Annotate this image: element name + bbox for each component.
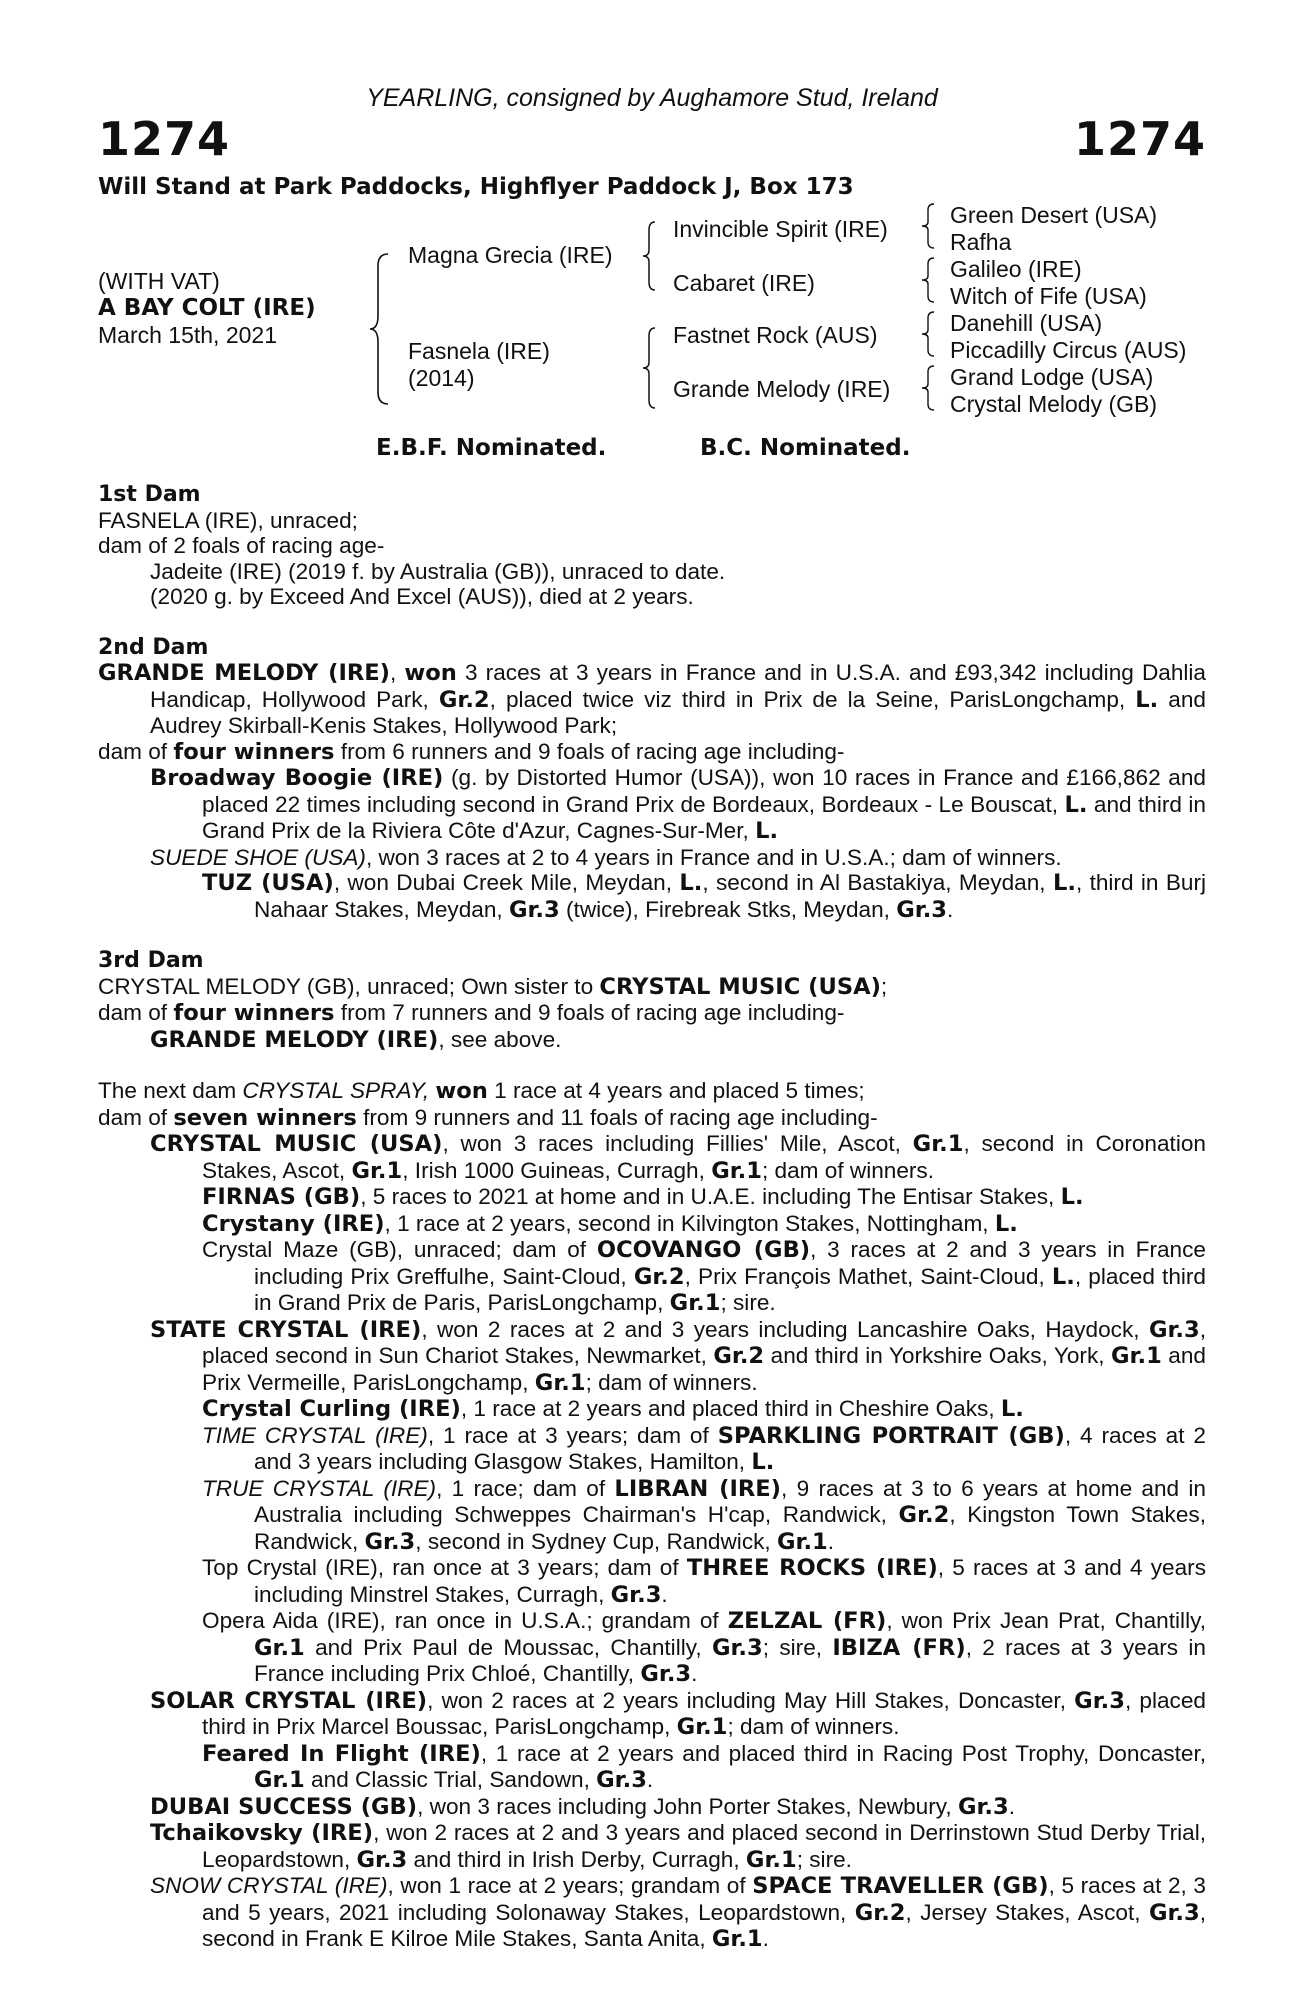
solar-crystal-entry: SOLAR CRYSTAL (IRE), won 2 races at 2 years including May Hill Stakes, Doncaster, Gr.3, placed third in Prix Marcel Boussac, ParisLongchamp, Gr.1; dam of winners. xyxy=(150,1687,1206,1740)
horse-name: A BAY COLT (IRE) xyxy=(98,295,316,321)
first-dam-line: FASNELA (IRE), unraced; xyxy=(98,507,358,533)
crystany-entry: Crystany (IRE), 1 race at 2 years, second in Kilvington Stakes, Nottingham, L. xyxy=(202,1210,1018,1237)
first-dam-heading: 1st Dam xyxy=(98,482,201,507)
catalogue-page xyxy=(98,0,1206,2000)
brace-g2 xyxy=(920,256,936,304)
ebf-nominated: E.B.F. Nominated. xyxy=(376,435,607,461)
horse-name: Broadway Boogie (IRE) xyxy=(150,765,444,791)
grade-label: Gr.2 xyxy=(438,686,490,713)
catalogue-body xyxy=(98,482,1206,1978)
opera-aida-entry: Opera Aida (IRE), ran once in U.S.A.; grandam of ZELZAL (FR), won Prix Jean Prat, Chantilly, Gr.1 and Prix Paul de Moussac, Chantilly, Gr.3; sire, IBIZA (FR), 2 races at 3 years in France including Prix Chloé, Chantilly, Gr.3. xyxy=(202,1608,1206,1687)
tuz-entry: TUZ (USA), won Dubai Creek Mile, Meydan, L., second in Al Bastakiya, Meydan, L., third in Burj Nahaar Stakes, Meydan, Gr.3 (twice), Firebreak Stks, Meydan, Gr.3. xyxy=(202,870,1206,923)
crystal-maze-entry: Crystal Maze (GB), unraced; dam of OCOVANGO (GB), 3 races at 2 and 3 years in France including Prix Greffulhe, Saint-Cloud, Gr.2, Prix François Mathet, Saint-Cloud, L., placed third in Grand Prix de Paris, ParisLongchamp, Gr.1; sire. xyxy=(202,1237,1206,1316)
horse-name: TUZ (USA) xyxy=(202,870,334,896)
feared-in-flight-entry: Feared In Flight (IRE), 1 race at 2 years and placed third in Racing Post Trophy, Doncaster, Gr.1 and Classic Trial, Sandown, Gr.3. xyxy=(202,1740,1206,1793)
grande-melody-entry: GRANDE MELODY (IRE), won 3 races at 3 years in France and in U.S.A. and £93,342 including Dahlia Handicap, Hollywood Park, Gr.2, placed twice viz third in Prix de la Seine, ParisLongchamp, L. and Audrey Skirball-Kenis Stakes, Hollywood Park; xyxy=(98,660,1206,738)
first-dam-foals: dam of 2 foals of racing age- xyxy=(98,533,385,558)
true-crystal-entry: TRUE CRYSTAL (IRE), 1 race; dam of LIBRAN (IRE), 9 races at 3 to 6 years at home and in Australia including Schweppes Chairman's H'cap, Randwick, Gr.2, Kingston Town Stakes, Randwick, Gr.3, second in Sydney Cup, Randwick, Gr.1. xyxy=(202,1475,1207,1555)
pedigree-g7: Grand Lodge (USA) xyxy=(950,364,1154,390)
brace-horse xyxy=(368,252,390,406)
pedigree-sire: Magna Grecia (IRE) xyxy=(408,242,613,268)
foaling-date: March 15th, 2021 xyxy=(98,322,278,348)
won-label: won xyxy=(404,660,457,686)
pedigree-sire-sire: Invincible Spirit (IRE) xyxy=(673,216,888,242)
fourth-dam-intro: The next dam CRYSTAL SPRAY, won 1 race at 4 years and placed 5 times; xyxy=(98,1078,865,1104)
horse-name: GRANDE MELODY (IRE) xyxy=(98,660,391,686)
pedigree-dam-sire: Fastnet Rock (AUS) xyxy=(673,322,878,348)
third-dam-line: CRYSTAL MELODY (GB), unraced; Own sister to CRYSTAL MUSIC (USA); xyxy=(98,973,888,1000)
fourth-dam-produce-summary: dam of seven winners from 9 runners and 11 foals of racing age including- xyxy=(98,1104,878,1131)
firnas-entry: FIRNAS (GB), 5 races to 2021 at home and in U.A.E. including The Entisar Stakes, L. xyxy=(202,1184,1084,1210)
second-dam-produce-summary: dam of four winners from 6 runners and 9 foals of racing age including- xyxy=(98,738,845,765)
time-crystal-entry: TIME CRYSTAL (IRE), 1 race at 3 years; dam of SPARKLING PORTRAIT (GB), 4 races at 2 and 3 years including Glasgow Stakes, Hamilton, L. xyxy=(202,1422,1206,1475)
pedigree-dam: Fasnela (IRE) xyxy=(408,338,550,364)
consignment-line: YEARLING, consigned by Aughamore Stud, Ireland xyxy=(366,84,938,112)
listed-label: L. xyxy=(1135,686,1159,713)
first-dam-produce: Jadeite (IRE) (2019 f. by Australia (GB)), unraced to date. xyxy=(150,558,726,584)
pedigree-g1: Green Desert (USA) xyxy=(950,202,1158,228)
stand-location: Will Stand at Park Paddocks, Highflyer Paddock J, Box 173 xyxy=(98,174,854,200)
crystal-curling-entry: Crystal Curling (IRE), 1 race at 2 years and placed third in Cheshire Oaks, L. xyxy=(202,1396,1024,1422)
brace-g3 xyxy=(920,310,936,358)
pedigree-g3: Galileo (IRE) xyxy=(950,256,1082,282)
third-dam-heading: 3rd Dam xyxy=(98,948,204,973)
brace-sire xyxy=(641,220,657,292)
pedigree-table xyxy=(98,198,1206,458)
pedigree-sire-dam: Cabaret (IRE) xyxy=(673,270,815,296)
pedigree-dam-dam: Grande Melody (IRE) xyxy=(673,376,891,402)
third-dam-produce: GRANDE MELODY (IRE), see above. xyxy=(150,1026,562,1053)
pedigree-g4: Witch of Fife (USA) xyxy=(950,283,1147,309)
brace-g4 xyxy=(920,364,936,412)
tchaikovsky-entry: Tchaikovsky (IRE), won 2 races at 2 and 3 years and placed second in Derrinstown Stud Derby Trial, Leopardstown, Gr.3 and third in Irish Derby, Curragh, Gr.1; sire. xyxy=(150,1820,1206,1873)
horse-name: SUEDE SHOE (USA) xyxy=(150,844,366,870)
second-dam-heading: 2nd Dam xyxy=(98,634,209,660)
pedigree-g2: Rafha xyxy=(950,229,1012,255)
top-crystal-entry: Top Crystal (IRE), ran once at 3 years; dam of THREE ROCKS (IRE), 5 races at 3 and 4 years including Minstrel Stakes, Curragh, Gr.3. xyxy=(202,1555,1206,1608)
third-dam-produce-summary: dam of four winners from 7 runners and 9 foals of racing age including- xyxy=(98,1000,845,1026)
pedigree-g6: Piccadilly Circus (AUS) xyxy=(950,337,1187,363)
fourth-dam-section xyxy=(98,1078,1206,1953)
bc-nominated: B.C. Nominated. xyxy=(700,435,911,461)
first-dam-section xyxy=(98,482,1206,610)
crystal-music-entry: CRYSTAL MUSIC (USA), won 3 races including Fillies' Mile, Ascot, Gr.1, second in Coronation Stakes, Ascot, Gr.1, Irish 1000 Guineas, Curragh, Gr.1; dam of winners. xyxy=(150,1131,1206,1184)
suede-shoe-entry: SUEDE SHOE (USA), won 3 races at 2 to 4 years in France and in U.S.A.; dam of winners. xyxy=(150,844,1062,870)
broadway-boogie-entry: Broadway Boogie (IRE) (g. by Distorted Humor (USA)), won 10 races in France and £166,862 and placed 22 times including second in Grand Prix de Bordeaux, Bordeaux - Le Bouscat, L. and third in Grand Prix de la Riviera Côte d'Azur, Cagnes-Sur-Mer, L. xyxy=(150,765,1207,844)
dubai-success-entry: DUBAI SUCCESS (GB), won 3 races including John Porter Stakes, Newbury, Gr.3. xyxy=(150,1793,1016,1820)
first-dam-produce: (2020 g. by Exceed And Excel (AUS)), died at 2 years. xyxy=(150,584,694,609)
pedigree-g8: Crystal Melody (GB) xyxy=(950,391,1158,417)
vat-label: (WITH VAT) xyxy=(98,268,220,294)
pedigree-dam-year: (2014) xyxy=(408,365,475,391)
snow-crystal-entry: SNOW CRYSTAL (IRE), won 1 race at 2 years; grandam of SPACE TRAVELLER (GB), 5 races at 2, 3 and 5 years, 2021 including Solonaway Stakes, Leopardstown, Gr.2, Jersey Stakes, Ascot, Gr.3, second in Frank E Kilroe Mile Stakes, Santa Anita, Gr.1. xyxy=(150,1873,1206,1952)
second-dam-section xyxy=(98,635,1206,924)
lot-number-right: 1274 xyxy=(1073,112,1206,166)
pedigree-g5: Danehill (USA) xyxy=(950,310,1103,336)
brace-g1 xyxy=(920,202,936,250)
state-crystal-entry: STATE CRYSTAL (IRE), won 2 races at 2 and 3 years including Lancashire Oaks, Haydock, Gr.3, placed second in Sun Chariot Stakes, Newmarket, Gr.2 and third in Yorkshire Oaks, York, Gr.1 and Prix Vermeille, ParisLongchamp, Gr.1; dam of winners. xyxy=(150,1316,1206,1396)
brace-dam xyxy=(641,326,657,410)
third-dam-section xyxy=(98,948,1206,1053)
lot-number-left: 1274 xyxy=(98,112,231,166)
